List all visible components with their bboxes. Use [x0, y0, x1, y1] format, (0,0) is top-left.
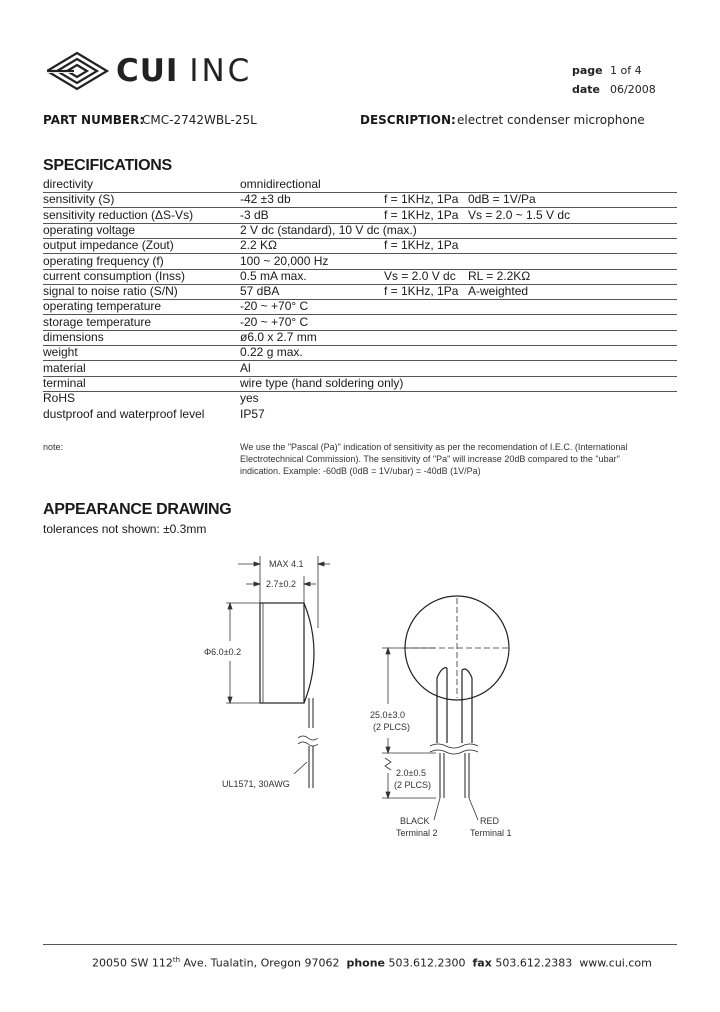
note-text: We use the "Pascal (Pa)" indication of sensitivity as per the recomendation of I.E.C. (International Electrotechnical Commission). The sensitivity of "Pa" will increase 20dB compared to the "ubar" indication. Example: -60dB (0dB = 1V/ubar) = -40dB (1V/Pa): [240, 442, 628, 476]
red-terminal-label: Terminal 1: [470, 828, 512, 838]
spec-row: [43, 330, 677, 346]
spec-param: RoHS: [43, 391, 76, 406]
spec-condition-2: 0dB = 1V/Pa: [468, 192, 536, 207]
spec-condition: f = 1KHz, 1Pa: [384, 238, 459, 253]
dim-diameter: Φ6.0±0.2: [204, 647, 242, 657]
spec-param: signal to noise ratio (S/N): [43, 284, 178, 299]
spec-row: [43, 391, 677, 406]
dim-body-height: 2.7±0.2: [266, 579, 296, 589]
spec-value: 2 V dc (standard), 10 V dc (max.): [240, 222, 417, 237]
page-value: 1 of 4: [610, 64, 642, 77]
side-view-dome: [304, 603, 314, 703]
spec-value: Al: [240, 360, 251, 375]
spec-row: [43, 315, 677, 331]
spec-param: dustproof and waterproof level: [43, 406, 205, 421]
spec-param: operating temperature: [43, 299, 162, 314]
footer-address-prefix: 20050 SW 112: [92, 956, 173, 970]
spec-value: -42 ±3 db: [240, 192, 291, 207]
spec-value: ø6.0 x 2.7 mm: [240, 330, 317, 344]
spec-value: 57 dBA: [240, 284, 280, 299]
date-label: date: [572, 83, 601, 96]
spec-value: IP57: [240, 406, 265, 421]
spec-condition: f = 1KHz, 1Pa: [384, 284, 459, 299]
spec-row: [43, 376, 677, 392]
footer-contact: [92, 956, 652, 970]
spec-value: -20 ~ +70° C: [240, 299, 309, 314]
description-value: electret condenser microphone: [457, 113, 645, 127]
spec-condition: f = 1KHz, 1Pa: [384, 207, 459, 222]
spec-row: [43, 284, 677, 300]
page-label: page: [572, 64, 603, 77]
spec-row: [43, 238, 677, 254]
footer-address-sup: th: [172, 956, 181, 964]
spec-value: 0.5 mA max.: [240, 268, 307, 283]
spec-param: operating voltage: [43, 222, 136, 237]
appearance-drawing: [190, 548, 530, 848]
spec-row: [43, 361, 677, 377]
spec-row: [43, 299, 677, 315]
side-view-body: [260, 603, 304, 703]
footer-fax-value: 503.612.2383: [495, 956, 573, 970]
description-label: DESCRIPTION:: [360, 113, 456, 127]
red-wire-label: RED: [480, 816, 500, 826]
spec-param: weight: [43, 345, 78, 360]
spec-condition: Vs = 2.0 V dc: [384, 268, 456, 283]
part-number-value: CMC-2742WBL-25L: [142, 113, 257, 127]
logo-brand: CUI: [116, 53, 179, 89]
spec-value: 100 ~ 20,000 Hz: [240, 253, 329, 268]
spec-param: sensitivity (S): [43, 192, 115, 207]
company-logo-text: [116, 53, 252, 89]
spec-row: [43, 269, 677, 285]
black-terminal-label: Terminal 2: [396, 828, 438, 838]
spec-row: [43, 254, 677, 270]
footer-fax-label: fax: [472, 956, 492, 970]
part-number-label: PART NUMBER:: [43, 113, 145, 127]
footer-phone-value: 503.612.2300: [388, 956, 466, 970]
spec-value: wire type (hand soldering only): [240, 375, 404, 390]
spec-row: [43, 177, 677, 193]
spec-param: output impedance (Zout): [43, 238, 174, 253]
spec-row: [43, 345, 677, 361]
spec-value: yes: [240, 391, 259, 406]
spec-row: [43, 407, 677, 422]
spec-value: 2.2 KΩ: [240, 238, 277, 253]
dim-wire: UL1571, 30AWG: [222, 779, 290, 789]
spec-value: 0.22 g max.: [240, 345, 303, 360]
spec-condition-2: Vs = 2.0 ~ 1.5 V dc: [468, 207, 571, 222]
spec-value: -20 ~ +70° C: [240, 314, 309, 329]
spec-condition-2: A-weighted: [468, 284, 529, 299]
spec-param: storage temperature: [43, 314, 152, 329]
dim-strip-length: 2.0±0.5: [396, 768, 426, 778]
black-wire-label: BLACK: [400, 816, 430, 826]
spec-row: [43, 223, 677, 239]
footer-divider: [43, 944, 677, 945]
spec-row: [43, 192, 677, 208]
spec-condition-2: RL = 2.2KΩ: [468, 268, 531, 283]
cui-logo-mark: [44, 50, 110, 92]
footer-address-suffix: Ave. Tualatin, Oregon 97062: [183, 956, 340, 970]
spec-value: -3 dB: [240, 207, 269, 222]
spec-row: [43, 208, 677, 224]
dim-max-height: MAX 4.1: [269, 559, 304, 569]
spec-param: current consumption (Inss): [43, 268, 186, 283]
date-value: 06/2008: [610, 83, 656, 96]
spec-param: terminal: [43, 375, 86, 390]
dim-strip-note: (2 PLCS): [394, 780, 432, 790]
spec-condition: f = 1KHz, 1Pa: [384, 192, 459, 207]
spec-param: sensitivity reduction (ΔS-Vs): [43, 207, 194, 222]
specifications-title: SPECIFICATIONS: [43, 157, 172, 174]
dim-lead-length: 25.0±3.0: [370, 710, 405, 720]
note-label: note:: [43, 442, 64, 452]
spec-param: material: [43, 360, 86, 375]
footer-phone-label: phone: [346, 956, 386, 970]
spec-param: dimensions: [43, 330, 104, 344]
footer-website[interactable]: www.cui.com: [579, 956, 652, 970]
dim-lead-length-note: (2 PLCS): [373, 722, 411, 732]
spec-param: operating frequency (f): [43, 253, 164, 268]
tolerance-note: tolerances not shown: ±0.3mm: [43, 522, 207, 536]
logo-suffix: INC: [189, 53, 253, 89]
appearance-drawing-title: APPEARANCE DRAWING: [43, 501, 232, 518]
spec-param: directivity: [43, 177, 94, 191]
spec-value: omnidirectional: [240, 177, 321, 191]
